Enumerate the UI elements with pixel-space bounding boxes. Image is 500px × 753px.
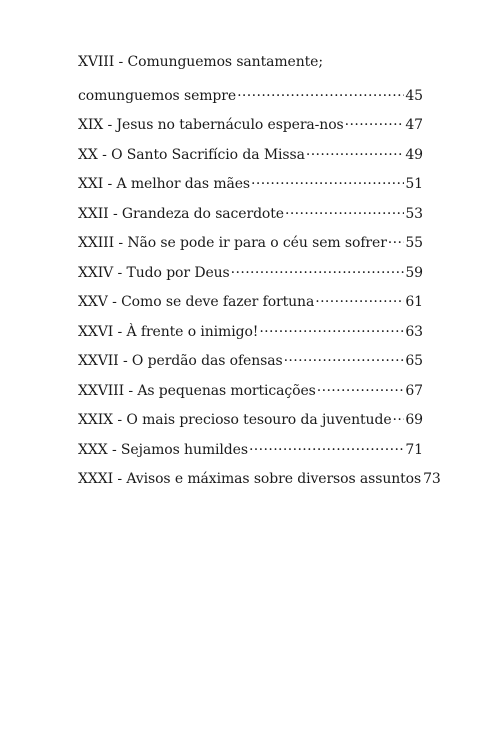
toc-entry-line: [78, 54, 423, 84]
toc-page-number: 45: [405, 87, 423, 104]
toc-entry: [78, 290, 423, 320]
dot-leader: [284, 349, 405, 365]
toc-entry-title: XXVIII - As pequenas morticações: [78, 382, 316, 399]
toc-entry: [78, 143, 423, 173]
toc-entry: [78, 349, 423, 379]
toc-page-number: 59: [405, 264, 423, 281]
dot-leader: [317, 379, 405, 395]
dot-leader: [285, 202, 404, 218]
toc-entry-line: [78, 438, 423, 468]
toc-page-number: 61: [405, 294, 423, 310]
dot-leader: [259, 320, 404, 336]
toc-page-number: 55: [405, 235, 423, 251]
toc-entry-title: XXVI - À frente o inimigo!: [78, 323, 259, 340]
toc-page-number: 73: [423, 471, 441, 487]
toc-page-number: 71: [405, 441, 423, 458]
toc-page-number: 63: [405, 323, 423, 340]
toc-entry-line: [78, 408, 423, 438]
toc-entry: [78, 172, 423, 202]
toc-entry-title: XXIII - Não se pode ir para o céu sem sofrer: [78, 235, 387, 251]
toc-entry-title: XXII - Grandeza do sacerdote: [78, 205, 284, 222]
dot-leader: [388, 231, 405, 247]
toc-entry: [78, 54, 423, 113]
toc-page-number: 69: [405, 412, 423, 428]
toc-entry-title-line1: XVIII - Comunguemos santamente;: [78, 54, 323, 70]
toc-entry-title: XXIX - O mais precioso tesouro da juventude: [78, 412, 392, 428]
toc-entry: [78, 467, 441, 497]
toc-entry-title: XXI - A melhor das mães: [78, 176, 251, 192]
toc-entry-line: [78, 172, 423, 202]
toc-page-number: 53: [405, 205, 423, 222]
dot-leader: [315, 290, 404, 306]
toc-entry-line: [78, 379, 423, 409]
toc-entry-line: [78, 113, 423, 143]
toc-entry: [78, 408, 423, 438]
toc-entry: [78, 231, 423, 261]
toc-entry-title: XXXI - Avisos e máximas sobre diversos assuntos: [78, 471, 422, 487]
dot-leader: [306, 143, 405, 159]
dot-leader: [249, 438, 404, 454]
toc-entry: [78, 202, 423, 232]
toc-page-number: 65: [405, 353, 423, 369]
toc-entry-line: [78, 290, 423, 320]
toc-entry: [78, 113, 423, 143]
toc-entry-title: XIX - Jesus no tabernáculo espera-nos: [78, 117, 344, 133]
dot-leader: [393, 408, 405, 424]
toc-entry-line: [78, 84, 423, 114]
toc-entry-title: XXVII - O perdão das ofensas: [78, 353, 283, 369]
toc-page-number: 51: [405, 176, 423, 192]
toc-entry-line: [78, 467, 441, 497]
toc-page-number: 47: [405, 117, 423, 133]
toc-page-number: 67: [405, 382, 423, 399]
toc-entry-title: XX - O Santo Sacrifício da Missa: [78, 146, 305, 163]
toc-entry: [78, 261, 423, 291]
toc-entry-title: XXV - Como se deve fazer fortuna: [78, 294, 315, 310]
toc-entry-line: [78, 143, 423, 173]
table-of-contents: [78, 54, 441, 497]
toc-entry-line: [78, 261, 423, 291]
toc-entry-title: XXX - Sejamos humildes: [78, 441, 248, 458]
toc-entry-title: comunguemos sempre: [78, 87, 237, 104]
toc-entry: [78, 438, 423, 468]
toc-entry-title: XXIV - Tudo por Deus: [78, 264, 230, 281]
toc-page-number: 49: [405, 146, 423, 163]
toc-entry-line: [78, 202, 423, 232]
dot-leader: [345, 113, 405, 129]
toc-entry-line: [78, 231, 423, 261]
toc-entry: [78, 320, 423, 350]
dot-leader: [231, 261, 405, 277]
toc-entry-line: [78, 349, 423, 379]
toc-entry-line: [78, 320, 423, 350]
toc-entry: [78, 379, 423, 409]
dot-leader: [237, 84, 404, 100]
dot-leader: [251, 172, 404, 188]
